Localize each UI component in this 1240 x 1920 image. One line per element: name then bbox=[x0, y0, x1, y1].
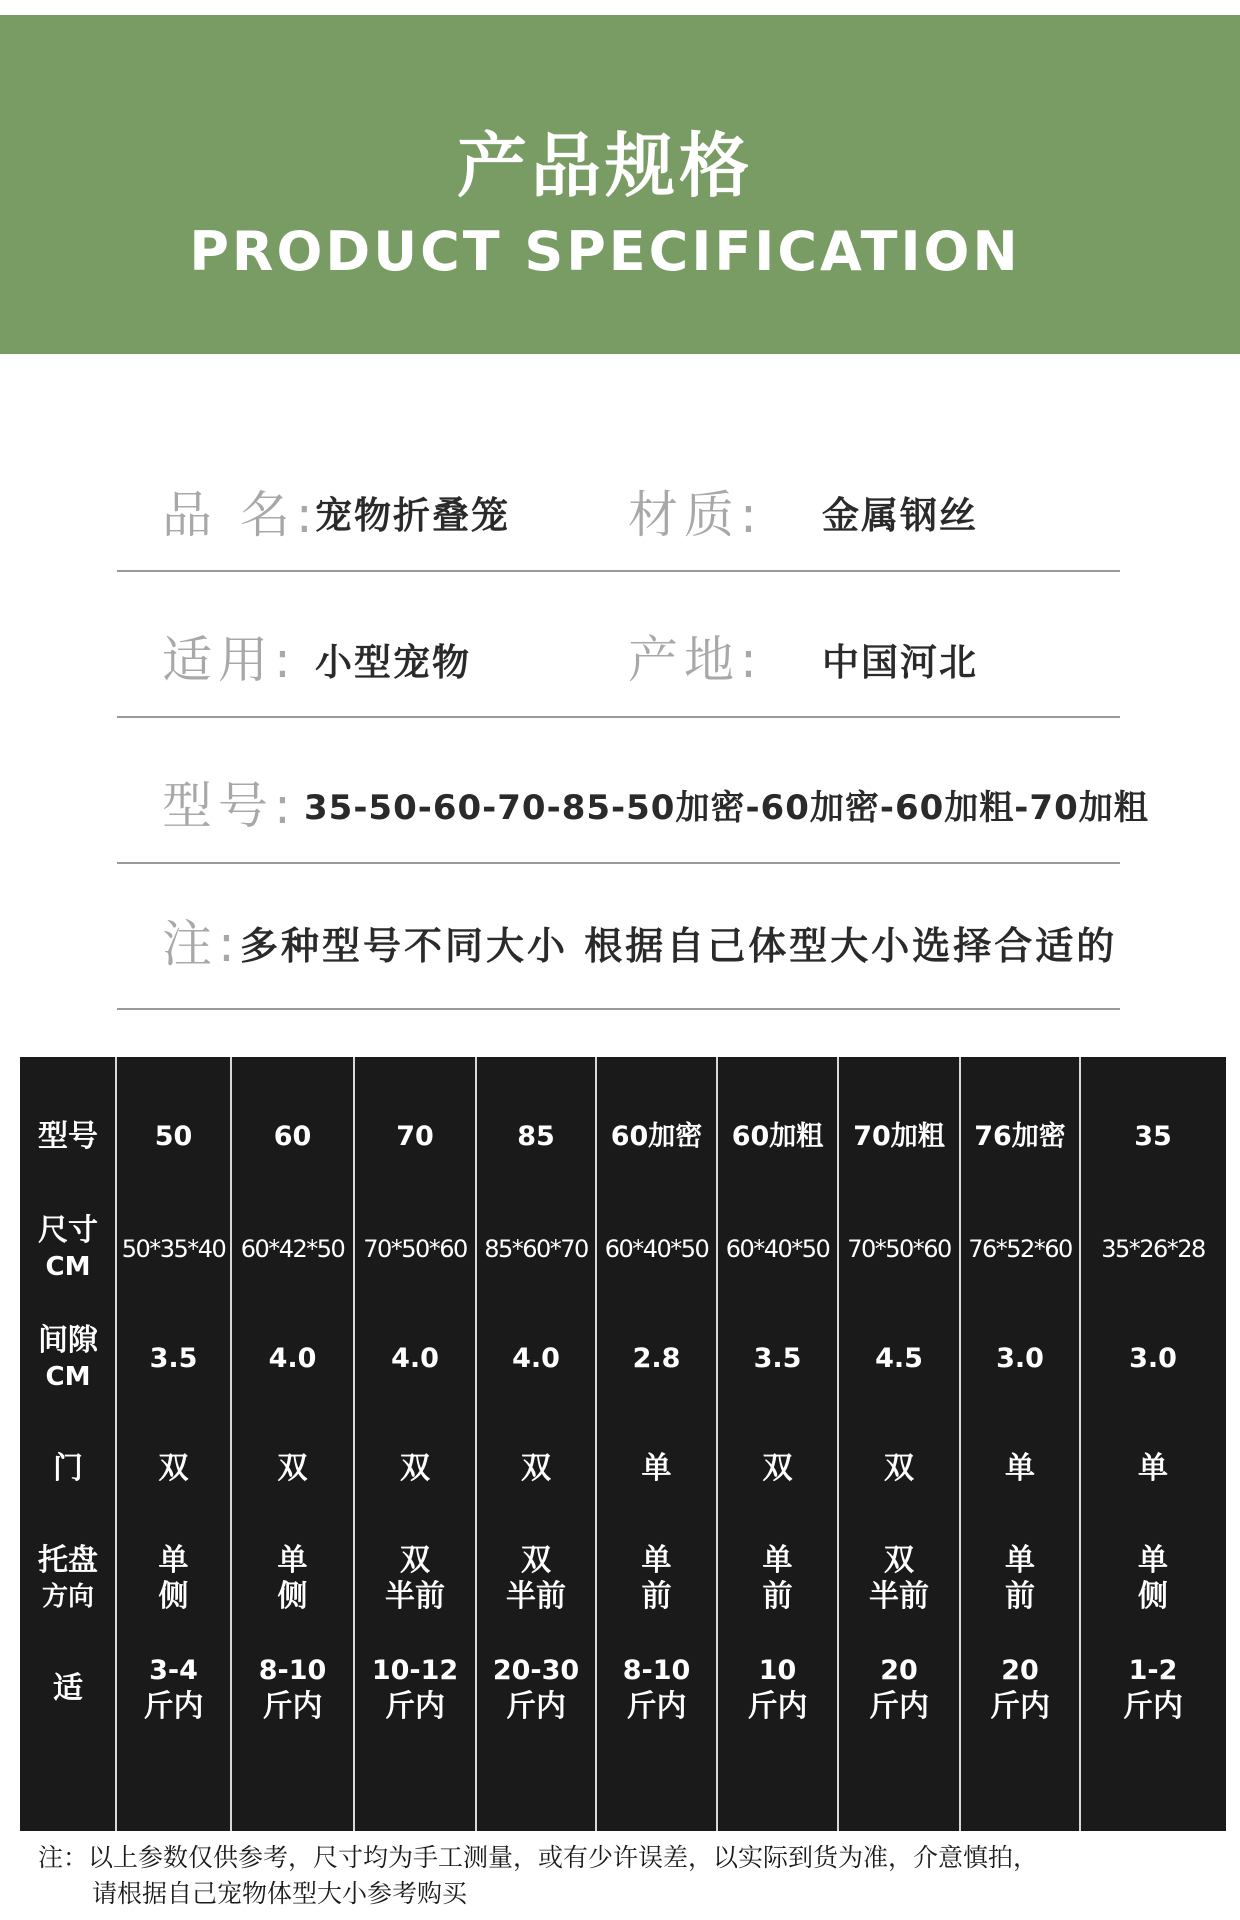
row-header-text: 间隙 bbox=[38, 1323, 98, 1358]
cell-text: 70 bbox=[396, 1121, 434, 1152]
cell-text: 斤内 bbox=[626, 1689, 687, 1724]
table-cell-model bbox=[960, 1087, 1080, 1187]
row-header-text: 尺寸 bbox=[38, 1213, 98, 1248]
cell-text: 76加密 bbox=[974, 1121, 1066, 1152]
cell-text: 斤内 bbox=[869, 1689, 929, 1724]
table-cell-gap bbox=[596, 1309, 717, 1409]
model-label: 型号: bbox=[162, 777, 297, 835]
cell-text: 单 bbox=[1005, 1451, 1035, 1486]
cell-text: 10 bbox=[758, 1655, 797, 1686]
table-cell-size bbox=[838, 1199, 960, 1299]
table-cell-fit bbox=[960, 1639, 1080, 1739]
table-cell-size bbox=[960, 1199, 1080, 1299]
cell-text: 双 bbox=[158, 1451, 189, 1486]
table-row-header bbox=[20, 1087, 116, 1187]
cell-text: 斤内 bbox=[1123, 1689, 1183, 1724]
cell-text: 70*50*60 bbox=[363, 1235, 467, 1263]
cell-text: 双 bbox=[884, 1451, 914, 1486]
table-cell-model bbox=[596, 1087, 717, 1187]
model-value: 35-50-60-70-85-50加密-60加密-60加粗-70加粗 bbox=[304, 788, 1149, 828]
table-cell-size bbox=[476, 1199, 596, 1299]
cell-text: 10-12 bbox=[371, 1655, 459, 1686]
cell-text: 单 bbox=[641, 1543, 672, 1578]
table-cell-tray bbox=[1080, 1529, 1226, 1629]
usage-label: 适用: bbox=[162, 631, 297, 689]
row-header-text: CM bbox=[45, 1252, 91, 1282]
table-cell-fit bbox=[116, 1639, 231, 1739]
cell-text: 85*60*70 bbox=[484, 1235, 588, 1263]
cell-text: 斤内 bbox=[262, 1689, 323, 1724]
cell-text: 双 bbox=[400, 1451, 430, 1486]
cell-text: 4.0 bbox=[391, 1343, 439, 1374]
cell-text: 前 bbox=[1005, 1579, 1035, 1614]
cell-text: 70加粗 bbox=[853, 1121, 945, 1152]
cell-text: 单 bbox=[158, 1543, 189, 1578]
cell-text: 前 bbox=[641, 1579, 672, 1614]
table-cell-fit bbox=[717, 1639, 838, 1739]
cell-text: 单 bbox=[1138, 1451, 1168, 1486]
table-cell-gap bbox=[717, 1309, 838, 1409]
cell-text: 8-10 bbox=[622, 1655, 691, 1686]
table-cell-model bbox=[116, 1087, 231, 1187]
cell-text: 60*40*50 bbox=[604, 1235, 709, 1263]
table-cell-tray bbox=[960, 1529, 1080, 1629]
table-cell-door bbox=[231, 1419, 354, 1519]
divider-2 bbox=[117, 716, 1120, 718]
table-cell-model bbox=[717, 1087, 838, 1187]
divider-3 bbox=[117, 862, 1120, 864]
cell-text: 4.0 bbox=[268, 1343, 317, 1374]
table-cell-size bbox=[717, 1199, 838, 1299]
table-cell-gap bbox=[476, 1309, 596, 1409]
row-header-text: 型号 bbox=[38, 1119, 98, 1154]
row-header-text: CM bbox=[45, 1362, 91, 1392]
cell-text: 双 bbox=[884, 1543, 914, 1578]
table-row-header bbox=[20, 1639, 116, 1739]
table-row-header bbox=[20, 1419, 116, 1519]
table-cell-fit bbox=[1080, 1639, 1226, 1739]
table-cell-size bbox=[354, 1199, 476, 1299]
header-banner bbox=[0, 15, 1240, 354]
origin-label: 产地: bbox=[628, 631, 763, 689]
table-cell-fit bbox=[838, 1639, 960, 1739]
cell-text: 单 bbox=[1005, 1543, 1035, 1578]
name-value: 宠物折叠笼 bbox=[315, 494, 510, 537]
cell-text: 35*26*28 bbox=[1101, 1235, 1205, 1263]
name-label: 品 名: bbox=[162, 486, 319, 544]
cell-text: 斤内 bbox=[990, 1689, 1050, 1724]
table-cell-tray bbox=[116, 1529, 231, 1629]
usage-value: 小型宠物 bbox=[315, 641, 471, 684]
cell-text: 4.5 bbox=[875, 1343, 923, 1374]
table-cell-model bbox=[231, 1087, 354, 1187]
table-cell-gap bbox=[231, 1309, 354, 1409]
footnote-line-2: 请根据自己宠物体型大小参考购买 bbox=[92, 1879, 468, 1908]
divider-4 bbox=[117, 1008, 1120, 1010]
cell-text: 85 bbox=[517, 1121, 555, 1152]
divider-1 bbox=[117, 570, 1120, 572]
table-cell-gap bbox=[838, 1309, 960, 1409]
table-cell-door bbox=[354, 1419, 476, 1519]
cell-text: 60*42*50 bbox=[240, 1235, 345, 1263]
table-cell-tray bbox=[596, 1529, 717, 1629]
cell-text: 侧 bbox=[158, 1579, 189, 1614]
origin-value: 中国河北 bbox=[822, 641, 978, 684]
table-cell-tray bbox=[476, 1529, 596, 1629]
cell-text: 斤内 bbox=[143, 1689, 204, 1724]
cell-text: 4.0 bbox=[512, 1343, 560, 1374]
cell-text: 侧 bbox=[1138, 1579, 1168, 1614]
table-cell-model bbox=[1080, 1087, 1226, 1187]
table-cell-door bbox=[717, 1419, 838, 1519]
table-row-header bbox=[20, 1529, 116, 1629]
cell-text: 20 bbox=[1001, 1655, 1039, 1686]
cell-text: 20 bbox=[880, 1655, 918, 1686]
cell-text: 60*40*50 bbox=[725, 1235, 830, 1263]
table-cell-size bbox=[596, 1199, 717, 1299]
cell-text: 双 bbox=[521, 1451, 551, 1486]
cell-text: 50 bbox=[154, 1121, 193, 1152]
table-row-header bbox=[20, 1199, 116, 1299]
cell-text: 双 bbox=[277, 1451, 308, 1486]
table-cell-gap bbox=[960, 1309, 1080, 1409]
table-cell-fit bbox=[354, 1639, 476, 1739]
cell-text: 斤内 bbox=[747, 1689, 808, 1724]
row-header-text: 适 bbox=[53, 1671, 83, 1706]
table-cell-door bbox=[596, 1419, 717, 1519]
row-header-text: 方向 bbox=[41, 1582, 94, 1612]
cell-text: 76*52*60 bbox=[968, 1235, 1072, 1263]
table-row-header bbox=[20, 1309, 116, 1409]
table-cell-door bbox=[116, 1419, 231, 1519]
table-cell-fit bbox=[476, 1639, 596, 1739]
table-cell-size bbox=[1080, 1199, 1226, 1299]
table-cell-tray bbox=[354, 1529, 476, 1629]
banner-title: 产品规格 bbox=[457, 125, 753, 207]
cell-text: 半前 bbox=[506, 1579, 566, 1614]
cell-text: 3-4 bbox=[149, 1655, 198, 1686]
table-cell-size bbox=[116, 1199, 231, 1299]
row-header-text: 门 bbox=[53, 1451, 83, 1486]
cell-text: 双 bbox=[762, 1451, 793, 1486]
cell-text: 侧 bbox=[277, 1579, 308, 1614]
table-cell-model bbox=[838, 1087, 960, 1187]
cell-text: 1-2 bbox=[1128, 1655, 1178, 1686]
material-label: 材质: bbox=[628, 486, 763, 544]
table-cell-gap bbox=[1080, 1309, 1226, 1409]
cell-text: 35 bbox=[1134, 1121, 1172, 1152]
cell-text: 单 bbox=[277, 1543, 308, 1578]
table-cell-tray bbox=[717, 1529, 838, 1629]
spec-table bbox=[20, 1057, 1226, 1831]
table-cell-door bbox=[1080, 1419, 1226, 1519]
cell-text: 3.0 bbox=[996, 1343, 1044, 1374]
table-cell-fit bbox=[596, 1639, 717, 1739]
note-label: 注: bbox=[162, 915, 241, 973]
cell-text: 斤内 bbox=[385, 1689, 445, 1724]
cell-text: 3.5 bbox=[149, 1343, 198, 1374]
table-cell-size bbox=[231, 1199, 354, 1299]
table-cell-door bbox=[838, 1419, 960, 1519]
cell-text: 前 bbox=[762, 1579, 793, 1614]
cell-text: 单 bbox=[641, 1451, 672, 1486]
table-cell-gap bbox=[116, 1309, 231, 1409]
cell-text: 半前 bbox=[385, 1579, 445, 1614]
table-cell-model bbox=[476, 1087, 596, 1187]
cell-text: 3.5 bbox=[753, 1343, 802, 1374]
cell-text: 双 bbox=[400, 1543, 430, 1578]
cell-text: 60加密 bbox=[610, 1121, 703, 1152]
cell-text: 单 bbox=[1138, 1543, 1168, 1578]
banner-subtitle: PRODUCT SPECIFICATION bbox=[189, 220, 1021, 283]
footnote bbox=[38, 1840, 1218, 1912]
table-cell-door bbox=[960, 1419, 1080, 1519]
row-header-text: 托盘 bbox=[38, 1543, 98, 1578]
cell-text: 20-30 bbox=[492, 1655, 580, 1686]
table-cell-tray bbox=[838, 1529, 960, 1629]
material-value: 金属钢丝 bbox=[822, 494, 978, 537]
cell-text: 60 bbox=[273, 1121, 312, 1152]
cell-text: 50*35*40 bbox=[121, 1235, 226, 1263]
cell-text: 斤内 bbox=[506, 1689, 566, 1724]
cell-text: 双 bbox=[521, 1543, 551, 1578]
table-cell-model bbox=[354, 1087, 476, 1187]
table-cell-fit bbox=[231, 1639, 354, 1739]
cell-text: 60加粗 bbox=[731, 1121, 824, 1152]
cell-text: 半前 bbox=[869, 1579, 929, 1614]
cell-text: 单 bbox=[762, 1543, 793, 1578]
cell-text: 70*50*60 bbox=[847, 1235, 951, 1263]
table-cell-gap bbox=[354, 1309, 476, 1409]
cell-text: 8-10 bbox=[258, 1655, 327, 1686]
table-cell-door bbox=[476, 1419, 596, 1519]
table-cell-tray bbox=[231, 1529, 354, 1629]
cell-text: 2.8 bbox=[632, 1343, 681, 1374]
note-value: 多种型号不同大小 根据自己体型大小选择合适的 bbox=[240, 924, 1118, 968]
footnote-line-1: 注：以上参数仅供参考，尺寸均为手工测量，或有少许误差，以实际到货为准，介意慎拍， bbox=[38, 1843, 1039, 1872]
cell-text: 3.0 bbox=[1129, 1343, 1177, 1374]
